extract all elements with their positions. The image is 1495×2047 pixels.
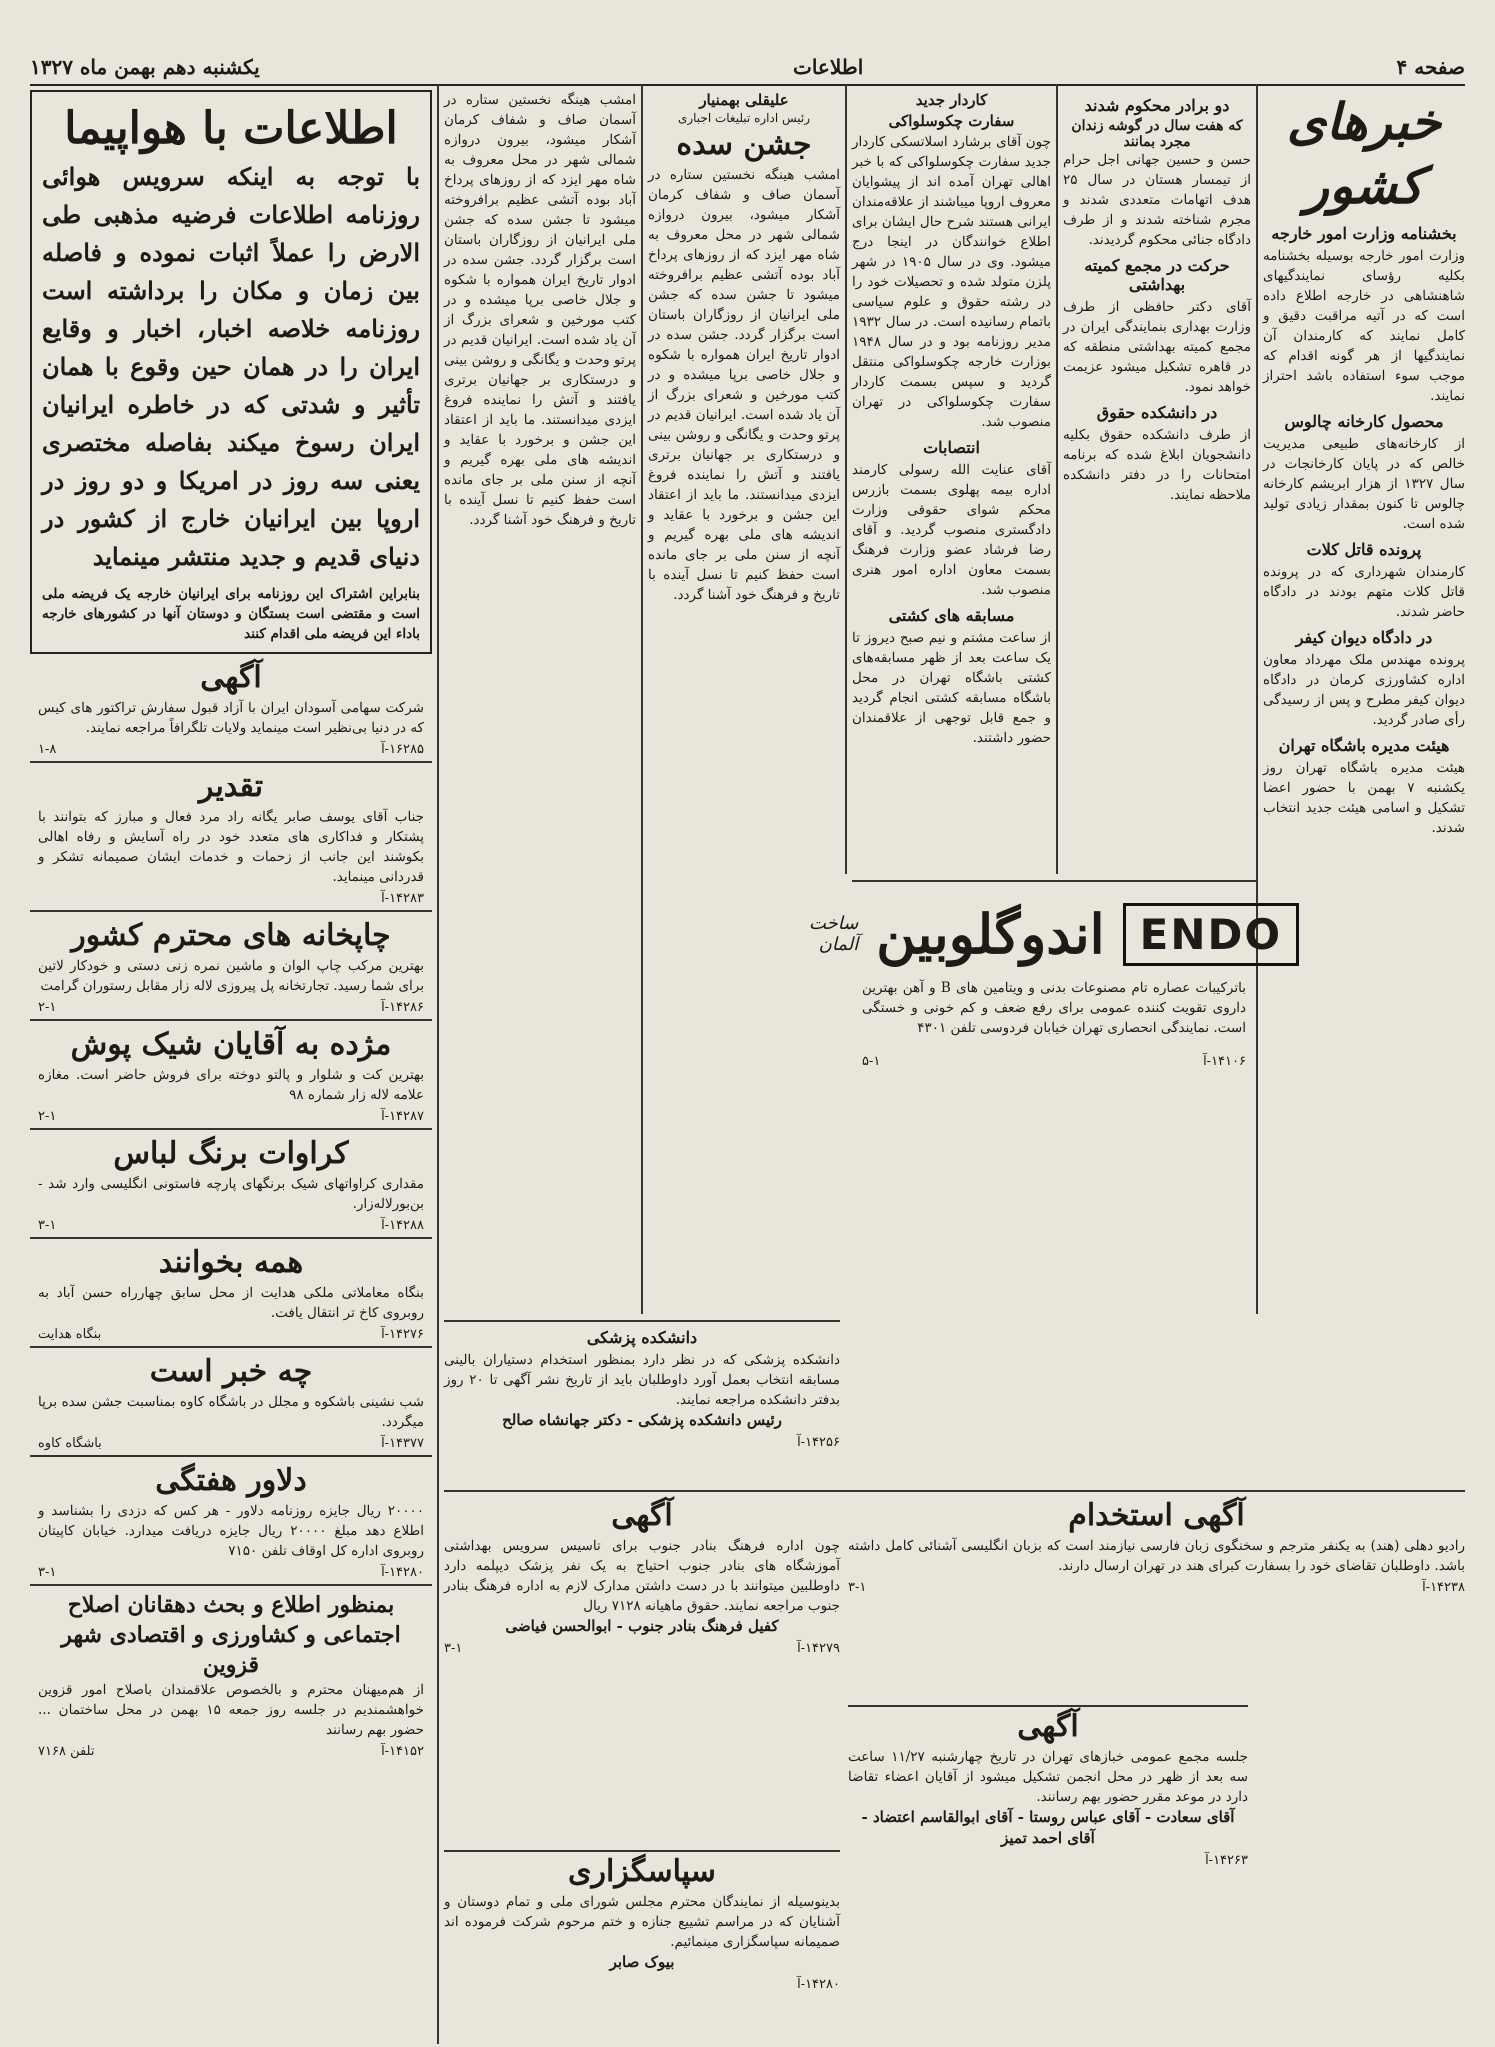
- news-heading: حرکت در مجمع کمیته بهداشتی: [1084, 256, 1230, 294]
- ad-body: بنگاه معاملاتی ملکی هدایت از محل سابق چهارراه حسن آباد به روبروی کاخ تر انتقال یافت.: [38, 1285, 424, 1321]
- ad-title: آگهی: [611, 1498, 673, 1533]
- article-title: جشن سده: [676, 127, 812, 162]
- appointments-title: انتصابات: [923, 438, 980, 457]
- column-air-mail: [30, 90, 432, 2040]
- ad-block: [30, 912, 432, 1021]
- news-body: پرونده مهندس ملک مهرداد معاون اداره کشاورزی کرمان در دادگاه دیوان کیفر مطرح و پس از رسیدگی رأی صادر گردید.: [1263, 652, 1465, 728]
- article-body: امشب هینگه نخستین ستاره در آسمان صاف و شفاف کرمان آشکار میشود، بیرون دروازه شمالی شهر در محل معروف به شاه مهر ایزد که از روزهای پرداخ آباد بوده آتشی عظیم برافروخته میشود تا جشن سده که جشن ملی ایرانیان از روزگاران باستان است برگزار گردد. جشن سده در ادوار تاریخ ایران همواره با شکوه و جلال خاصی برپا میشده و در کتب مورخین و شعرای بزرگ از آن یاد شده است. ایرانیان قدیم در پرتو وحدت و یگانگی و روشن بینی و درستکاری بر جهانیان برتری یافتند و آتش را نماینده فروغ ایزدی میدانستند. ما باید از اعتقاد این جشن و برخورد با عقاید و اندیشه های ملی بهره گیریم و آنچه از سنن ملی بر جای مانده است حفظ کنیم تا نسل آینده با تاریخ و فرهنگ خود آشنا گردد.: [648, 167, 840, 603]
- ad-number-row: [38, 1000, 424, 1015]
- column-news-mid: [1063, 90, 1251, 870]
- news-heading: محصول کارخانه چالوس: [1284, 412, 1444, 431]
- ad-body: بهترین کت و شلوار و پالتو دوخته برای فروش حاضر است. مغازه علامه لاله زار شماره ۹۸: [38, 1067, 424, 1103]
- ad-block: [30, 1457, 432, 1586]
- ad-body: بهترین مرکب چاپ الوان و ماشین نمره زنی دستی و خودکار لاتین برای شما رسید. تجارتخانه پل پیروزی لاله زار مقابل رستوران گرامت: [38, 958, 424, 994]
- ad-body: جناب آقای یوسف صابر یگانه راد مرد فعال و مبارز که بتوانند با پشتکار و فداکاری های متعدد خود در راه آسایش و رفاه اهالی بکوشند این جانب از زحمات و خدمات ایشان صمیمانه تشکر و قدردانی مینماید.: [38, 809, 424, 885]
- ad-body: بدینوسیله از نمایندگان محترم مجلس شورای ملی و تمام دوستان و آشنایان که در مراسم تشییع جنازه و ختم مرحوم شرکت فرموده اند صمیمانه سپاسگزاری مینمائیم.: [444, 1894, 840, 1950]
- medical-school-ad: [444, 1320, 840, 1492]
- wrestling-title: مسابقه های کشتی: [888, 606, 1015, 625]
- article-author-role: رئیس اداره تبلیغات اجباری: [677, 111, 811, 125]
- diplomat-title: کاردار جدید: [915, 91, 988, 109]
- ad-title: تقدیر: [198, 769, 264, 804]
- ad-body: از هم‌میهنان محترم و بالخصوص علاقمندان باصلاح امور قزوین خواهشمندیم در جلسه روز جمعه ۱۵ بهمن در محل ساختمان ... حضور بهم رسانند: [38, 1682, 424, 1738]
- ad-block: [30, 1586, 432, 1763]
- appointments-body: آقای عنایت الله رسولی کارمند اداره بیمه پهلوی بسمت بازرس محکم شوای حقوقی وزارت دادگستری منصوب گردید. و آقای رضا فرشاد عضو وزارت فرهنگ بسمت معاون اداره امور هنری منصوب شد.: [852, 462, 1051, 598]
- ad-block: [30, 1130, 432, 1239]
- column-rule: [1056, 84, 1058, 874]
- ad-body: دانشکده پزشکی که در نظر دارد بمنظور استخدام دستیاران بالینی مسابقه انتخاب بعمل آورد داوطلبان باید از تاریخ نشر آگهی تا ۲۰ روز بدفتر دانشکده مراجعه نمایند.: [444, 1352, 840, 1408]
- ad-number: ۱۴۳۷۷-آ: [381, 1436, 424, 1451]
- bottom-ad: [848, 1705, 1248, 2037]
- ad-block: [30, 763, 432, 912]
- ad-title: مژده به آقایان شیک پوش: [70, 1027, 392, 1062]
- ad-body: شب نشینی باشکوه و مجلل در باشگاه کاوه بمناسبت جشن سده برپا میگردد.: [38, 1394, 424, 1430]
- column-rule: [1256, 84, 1258, 1314]
- ad-number-row: [38, 742, 424, 757]
- news-heading: هیئت مدیره باشگاه تهران: [1278, 736, 1450, 755]
- news-heading: در دادگاه دیوان کیفر: [1295, 628, 1433, 647]
- ad-body: چون اداره فرهنگ بنادر جنوب برای تاسیس سرویس بهداشتی آموزشگاه های بنادر جنوب احتیاج به یک نفر پزشک دیپلمه دارد داوطلبین میتوانند با در دست داشتن مدارک لازم به اداره فرهنگ بنادر جنوب مراجعه نمایند. حقوق ماهیانه ۷۱۲۸ ریال: [444, 1538, 840, 1614]
- ad-number-row: [38, 1565, 424, 1580]
- issue-date: یکشنبه دهم بهمن ماه ۱۳۲۷: [30, 55, 260, 79]
- ad-number-row: [444, 1435, 840, 1450]
- ad-number: ۱۴۲۸۸-آ: [381, 1218, 424, 1233]
- ad-signature: کفیل فرهنگ بنادر جنوب - ابوالحسن فیاضی: [505, 1617, 779, 1635]
- ad-range: تلفن ۷۱۶۸: [38, 1744, 95, 1759]
- ad-signature: رئیس دانشکده پزشکی - دکتر جهانشاه صالح: [502, 1411, 782, 1429]
- news-heading: پرونده قاتل کلات: [1306, 540, 1422, 559]
- ad-range: ۵-۱: [862, 1054, 881, 1069]
- ad-number-row: [38, 1218, 424, 1233]
- bottom-ad: [848, 1496, 1465, 1696]
- ad-number: ۱۴۲۸۰-آ: [381, 1565, 424, 1580]
- news-body: حسن و حسین جهانی اجل حرام از تیمسار هستان در سال ۲۵ هدف اتهامات متعددی شدند و مجرم شناخته شدند و از طرف دادگاه جنائی محکوم گردیدند.: [1063, 152, 1251, 248]
- ad-number-row: [38, 1436, 424, 1451]
- ad-number: ۱۴۱۰۶-آ: [1203, 1054, 1246, 1069]
- ad-number-row: [848, 1580, 1465, 1595]
- column-rule: [845, 84, 847, 874]
- endo-header: [808, 902, 1283, 966]
- wrestling-body: از ساعت مشتم و نیم صبح دیروز تا یک ساعت بعد از ظهر مسابقه‌های کشتی باشگاه تهران در محل باشگاه مسابقه کشتی انجام گردید و جمع قابل توجهی از علاقمندان حضور داشتند.: [852, 630, 1051, 746]
- air-mail-note: بنابراین اشتراک این روزنامه برای ایرانیان خارجه یک فریضه ملی است و مقتضی است بستگان و دوستان آنها در کشورهای خارجه باداء این فریضه ملی اقدام کنند: [42, 586, 420, 642]
- ad-body: جلسه مجمع عمومی خبازهای تهران در تاریخ چهارشنبه ۱۱/۲۷ ساعت سه بعد از ظهر در محل انجمن تشکیل میشود از آقایان اعضاء تقاضا دارد در موعد مقرر حضور بهم رسانند.: [848, 1749, 1248, 1805]
- ad-body: شرکت سهامی آسودان ایران با آزاد قبول سفارش تراکتور های کیس که در دنیا بی‌نظیر است مینماید ولایات تلگرافاً مراجعه نمایند.: [38, 700, 424, 736]
- ad-title: کراوات برنگ لباس: [113, 1136, 349, 1171]
- diplomat-subtitle: سفارت چکوسلواکی: [888, 112, 1015, 130]
- paper-name: اطلاعات: [792, 55, 864, 79]
- news-heading: دو برادر محکوم شدند: [1084, 96, 1230, 115]
- ad-number-row: [38, 891, 424, 906]
- column-rule: [437, 84, 439, 2044]
- ad-number-row: [38, 1109, 424, 1124]
- column-rule: [641, 84, 643, 1314]
- ad-title: سپاسگزاری: [568, 1854, 716, 1889]
- bottom-ad: [444, 1496, 840, 1846]
- ad-number: ۱۶۲۸۵-آ: [381, 742, 424, 757]
- ad-title: دلاور هفتگی: [155, 1463, 307, 1498]
- endo-ad: [808, 880, 1283, 1312]
- ad-number-row: [444, 1641, 840, 1656]
- news-heading: بخشنامه وزارت امور خارجه: [1271, 224, 1457, 243]
- air-mail-title: اطلاعات با هواپیما: [64, 103, 398, 154]
- news-body: کارمندان شهرداری که در پرونده قاتل کلات متهم بودند در دادگاه حاضر شدند.: [1263, 564, 1465, 620]
- ad-title: چه خبر است: [149, 1354, 313, 1389]
- news-body: از کارخانه‌های طبیعی مدیریت خالص که در پایان کارخانجات در سال ۱۳۲۷ از هزار ابریشم کارخانه چالوس تا کنون بمقدار زیادی تولید شده است.: [1263, 436, 1465, 532]
- ad-block: [30, 1239, 432, 1348]
- news-section-title: خبرهای کشور: [1286, 92, 1442, 215]
- ad-block: [30, 1348, 432, 1457]
- ad-number-row: [444, 1977, 840, 1992]
- ad-number: ۱۴۲۸۷-آ: [381, 1109, 424, 1124]
- ad-title: آگهی استخدام: [1068, 1498, 1245, 1533]
- news-body: وزارت امور خارجه بوسیله بخشنامه بکلیه رؤسای نمایندگیهای شاهنشاهی در خارجه اطلاع داده است که در آتیه مراقبت دقیق و کامل نمایند که کارمندان آن نمایندگیها از هر گونه اقدام که موجب سوء استفاده باشد احتراز نمایند.: [1263, 248, 1465, 404]
- column-sadeh: [648, 90, 840, 870]
- ad-block: [30, 1021, 432, 1130]
- ad-title: همه بخوانند: [158, 1245, 304, 1280]
- ad-number-row: [852, 1054, 1256, 1069]
- ad-range: ۲-۱: [38, 1109, 57, 1124]
- air-mail-lead: با توجه به اینکه سرویس هوائی روزنامه اطلاعات فرضیه مذهبی طی الارض را عملاً اثبات نموده و فاصله بین زمان و مکان را برداشته است روزنامه خلاصه اخبار، اخبار و وقایع ایران را در همان حین وقوع با همان تأثیر و شدتی که در خاطره ایرانیان ایران رسوخ میکند بفاصله مختصری یعنی سه روز در امریکا و دو روز در اروپا بین ایرانیان خارج از کشور در دنیای قدیم و جدید منتشر مینماید: [42, 162, 420, 571]
- article-author: علیقلی بهمنیار: [699, 91, 789, 109]
- news-heading: در دانشکده حقوق: [1096, 403, 1218, 422]
- ad-number: ۱۴۲۷۶-آ: [381, 1327, 424, 1342]
- ad-number: ۱۴۲۶۳-آ: [1205, 1853, 1248, 1868]
- ad-range: ۲-۱: [38, 1000, 57, 1015]
- column-sadeh-left: [444, 90, 636, 1310]
- news-body: آقای دکتر حافظی از طرف وزارت بهداری بنمایندگی ایران در مجمع کمیته بهداشتی منطقه که در قاهره تشکیل میشود عزیمت خواهد نمود.: [1063, 299, 1251, 395]
- ad-body: رادیو دهلی (هند) به یکنفر مترجم و سخنگوی زبان فارسی نیازمند است که بزبان انگلیسی آشنائی کامل داشته باشد. داوطلبان تقاضای خود را بسفارت کبرای هند در تهران ارسال دارند.: [848, 1538, 1465, 1574]
- ad-number: ۱۴۲۷۹-آ: [797, 1641, 840, 1656]
- ad-number-row: [38, 1327, 424, 1342]
- ad-range: ۳-۱: [38, 1218, 57, 1233]
- ad-number-row: [38, 1744, 424, 1759]
- ad-number-row: [848, 1853, 1248, 1868]
- ad-block: [30, 654, 432, 763]
- endo-subtitle: ساخت آلمان: [808, 913, 859, 955]
- ad-title: چاپخانه های محترم کشور: [71, 918, 391, 953]
- ad-title: دانشکده پزشکی: [586, 1328, 698, 1347]
- ad-number: ۱۴۲۸۶-آ: [381, 1000, 424, 1015]
- ad-title: آگهی: [1017, 1709, 1079, 1744]
- ad-signature: آقای سعادت - آقای عباس روستا - آقای ابوالقاسم اعتضاد - آقای احمد تمیز: [861, 1808, 1235, 1847]
- bottom-ad: [444, 1850, 840, 2042]
- ad-range: باشگاه کاوه: [38, 1436, 102, 1451]
- ad-number: ۱۴۱۵۲-آ: [381, 1744, 424, 1759]
- ad-range: ۳-۱: [444, 1641, 463, 1656]
- page-number: صفحه ۴: [1396, 55, 1465, 79]
- endo-title: اندوگلوبین: [876, 902, 1105, 966]
- air-mail-box: [30, 90, 432, 654]
- ad-number: ۱۴۲۸۰-آ: [797, 1977, 840, 1992]
- ad-range: ۱-۸: [38, 742, 57, 757]
- ad-number: ۱۴۲۳۸-آ: [1422, 1580, 1465, 1595]
- ad-range: ۳-۱: [38, 1565, 57, 1580]
- endo-body: باترکیبات عصاره تام مصنوعات بدنی و ویتامین های B و آهن بهترین داروی تقویت کننده عمومی برای رفع ضعف و کم خونی و خستگی است. نمایندگی انحصاری تهران خیابان فردوسی تلفن ۴۳۰۱: [862, 980, 1246, 1036]
- ad-range: ۳-۱: [848, 1580, 867, 1595]
- news-subheading: که هفت سال در گوشه زندان مجرد بمانند: [1071, 118, 1243, 150]
- endo-logo: ENDO: [1123, 903, 1299, 966]
- ad-title: آگهی: [200, 660, 262, 695]
- ad-body: ۲۰۰۰۰ ریال جایزه روزنامه دلاور - هر کس که دزدی را بشناسد و اطلاع دهد مبلغ ۲۰۰۰۰ ریال جایزه دریافت میدارد. خیابان کاپیتان روبروی اداره کل اوقاف تلفن ۷۱۵۰: [38, 1503, 424, 1559]
- column-news-right: [1263, 90, 1465, 2040]
- ad-body: مقداری کراواتهای شیک برنگهای پارچه فاستونی انگلیسی وارد شد - بن‌بورلاله‌زار.: [38, 1176, 424, 1212]
- column-diplomat: [852, 90, 1051, 870]
- divider: [444, 1490, 1465, 1492]
- news-body: هیئت مدیره باشگاه تهران روز یکشنبه ۷ بهمن با حضور اعضا تشکیل و اسامی هیئت جدید انتخاب شدند.: [1263, 760, 1465, 836]
- ad-range: بنگاه هدایت: [38, 1327, 102, 1342]
- sadeh-body-continued: امشب هینگه نخستین ستاره در آسمان صاف و شفاف کرمان آشکار میشود، بیرون دروازه شمالی شهر در محل معروف به شاه مهر ایزد که از روزهای پرداخ آباد بوده آتشی عظیم برافروخته میشود تا جشن سده که جشن ملی ایرانیان از روزگاران باستان است برگزار گردد. جشن سده در ادوار تاریخ ایران همواره با شکوه و جلال خاصی برپا میشده و در کتب مورخین و شعرای بزرگ از آن یاد شده است. ایرانیان قدیم در پرتو وحدت و یگانگی و روشن بینی و درستکاری بر جهانیان برتری یافتند و آتش را نماینده فروغ ایزدی میدانستند. ما باید از اعتقاد این جشن و برخورد با عقاید و اندیشه های ملی بهره گیریم و آنچه از سنن ملی بر جای مانده است حفظ کنیم تا نسل آینده با تاریخ و فرهنگ خود آشنا گردد.: [444, 92, 636, 528]
- ad-number: ۱۴۲۸۳-آ: [381, 891, 424, 906]
- diplomat-body: چون آقای برشارد اسلاتسکی کاردار جدید سفارت چکوسلواکی که با خبر اهالی تهران آمده اند از پیشوایان معروف اروپا میباشند از علاقه‌مندان ایرانی هستند شرح حال ایشان برای اطلاع خوانندگان در اینجا درج میشود. وی در سال ۱۹۰۵ در شهر پلزن متولد شده و تحصیلات خود را در رشته حقوق و علوم سیاسی باتمام رسانیده است. در سال ۱۹۳۲ مدیر روزنامه بود و در سال ۱۹۴۸ بوزارت خارجه چکوسلواکی منتقل گردید و سپس بسمت کاردار سفارت چکوسلواکی در تهران منصوب شد.: [852, 134, 1051, 430]
- ad-number: ۱۴۲۵۶-آ: [797, 1435, 840, 1450]
- ad-signature: بیوک صابر: [609, 1953, 675, 1971]
- page-header: [30, 50, 1465, 86]
- news-body: از طرف دانشکده حقوق بکلیه دانشجویان ابلاغ شده که برنامه امتحانات را در دفتر دانشکده ملاحظه نمایند.: [1063, 427, 1251, 503]
- ad-title: بمنظور اطلاع و بحث دهقانان اصلاح اجتماعی و کشاورزی و اقتصادی شهر قزوین: [61, 1592, 401, 1678]
